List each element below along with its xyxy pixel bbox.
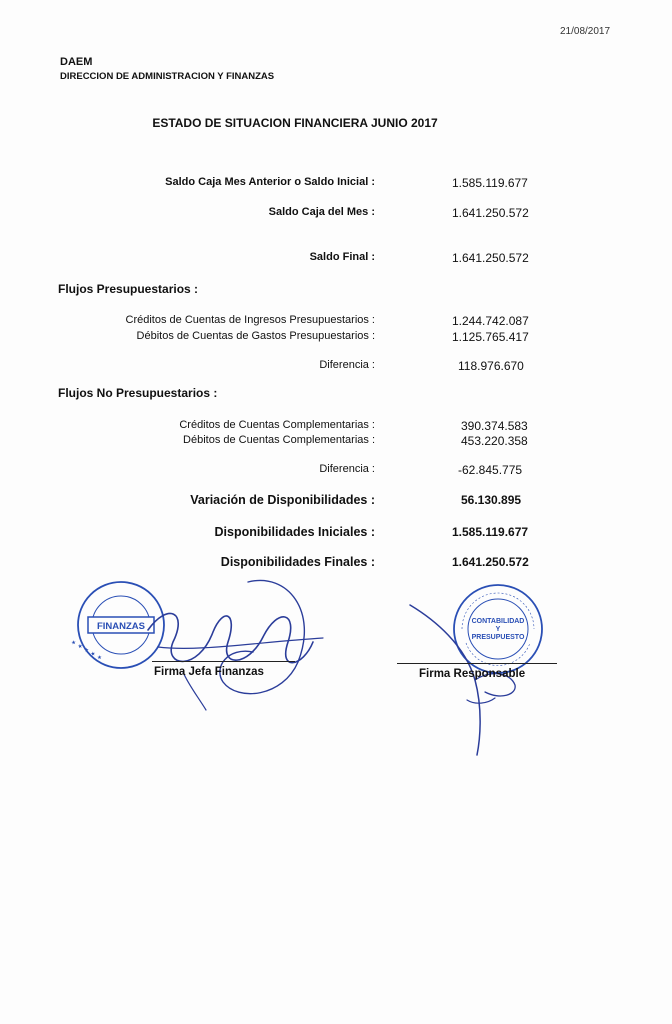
creditos-complementarias-label: Créditos de Cuentas Complementarias : xyxy=(179,419,375,431)
diferencia-presupuestaria-label: Diferencia : xyxy=(319,359,375,371)
saldo-mes-value: 1.641.250.572 xyxy=(452,206,529,220)
diferencia-presupuestaria-value: 118.976.670 xyxy=(458,359,524,373)
svg-text:FINANZAS: FINANZAS xyxy=(96,621,146,632)
firma-jefa-finanzas-label: Firma Jefa Finanzas xyxy=(154,666,264,678)
flujos-no-presupuestarios-heading: Flujos No Presupuestarios : xyxy=(58,386,218,400)
disponibilidades-iniciales-value: 1.585.119.677 xyxy=(452,525,529,539)
saldo-inicial-value: 1.585.119.677 xyxy=(452,176,528,190)
debitos-complementarias-value: 453.220.358 xyxy=(461,434,528,448)
saldo-final-label: Saldo Final : xyxy=(309,251,375,263)
signature-jefa-finanzas xyxy=(128,572,328,712)
saldo-inicial-label: Saldo Caja Mes Anterior o Saldo Inicial : xyxy=(165,176,375,188)
creditos-ingresos-value: 1.244.742.087 xyxy=(452,314,529,328)
diferencia-no-presupuestaria-value: -62.845.775 xyxy=(458,463,523,477)
department-name: DIRECCION DE ADMINISTRACION Y FINANZAS xyxy=(60,71,275,82)
creditos-ingresos-label: Créditos de Cuentas de Ingresos Presupuestarios : xyxy=(125,314,375,326)
signature-line-left xyxy=(152,661,295,662)
disponibilidades-finales-value: 1.641.250.572 xyxy=(452,555,529,569)
debitos-complementarias-label: Débitos de Cuentas Complementarias : xyxy=(183,434,375,446)
creditos-complementarias-value: 390.374.583 xyxy=(461,419,528,433)
debitos-gastos-value: 1.125.765.417 xyxy=(452,330,529,344)
print-date: 21/08/2017 xyxy=(560,26,611,37)
signature-responsable xyxy=(405,600,525,760)
debitos-gastos-label: Débitos de Cuentas de Gastos Presupuestarios : xyxy=(136,330,375,342)
variacion-value: 56.130.895 xyxy=(461,493,522,507)
variacion-label: Variación de Disponibilidades : xyxy=(190,493,375,507)
svg-text:★ ★ ★ ★ ★: ★ ★ ★ ★ ★ xyxy=(69,637,104,661)
diferencia-no-presupuestaria-label: Diferencia : xyxy=(319,463,375,475)
svg-text:PRESUPUESTO: PRESUPUESTO xyxy=(471,634,525,641)
saldo-mes-label: Saldo Caja del Mes : xyxy=(268,206,375,218)
saldo-final-value: 1.641.250.572 xyxy=(452,251,529,265)
signature-line-right xyxy=(397,663,557,664)
svg-text:CONTABILIDAD: CONTABILIDAD xyxy=(471,618,525,625)
firma-responsable-label: Firma Responsable xyxy=(419,668,526,680)
document-title: ESTADO DE SITUACION FINANCIERA JUNIO 2017 xyxy=(152,116,438,130)
disponibilidades-finales-label: Disponibilidades Finales : xyxy=(220,555,375,569)
disponibilidades-iniciales-label: Disponibilidades Iniciales : xyxy=(214,525,375,539)
flujos-presupuestarios-heading: Flujos Presupuestarios : xyxy=(58,282,199,296)
svg-text:Y: Y xyxy=(495,626,501,633)
organization-name: DAEM xyxy=(60,56,93,68)
